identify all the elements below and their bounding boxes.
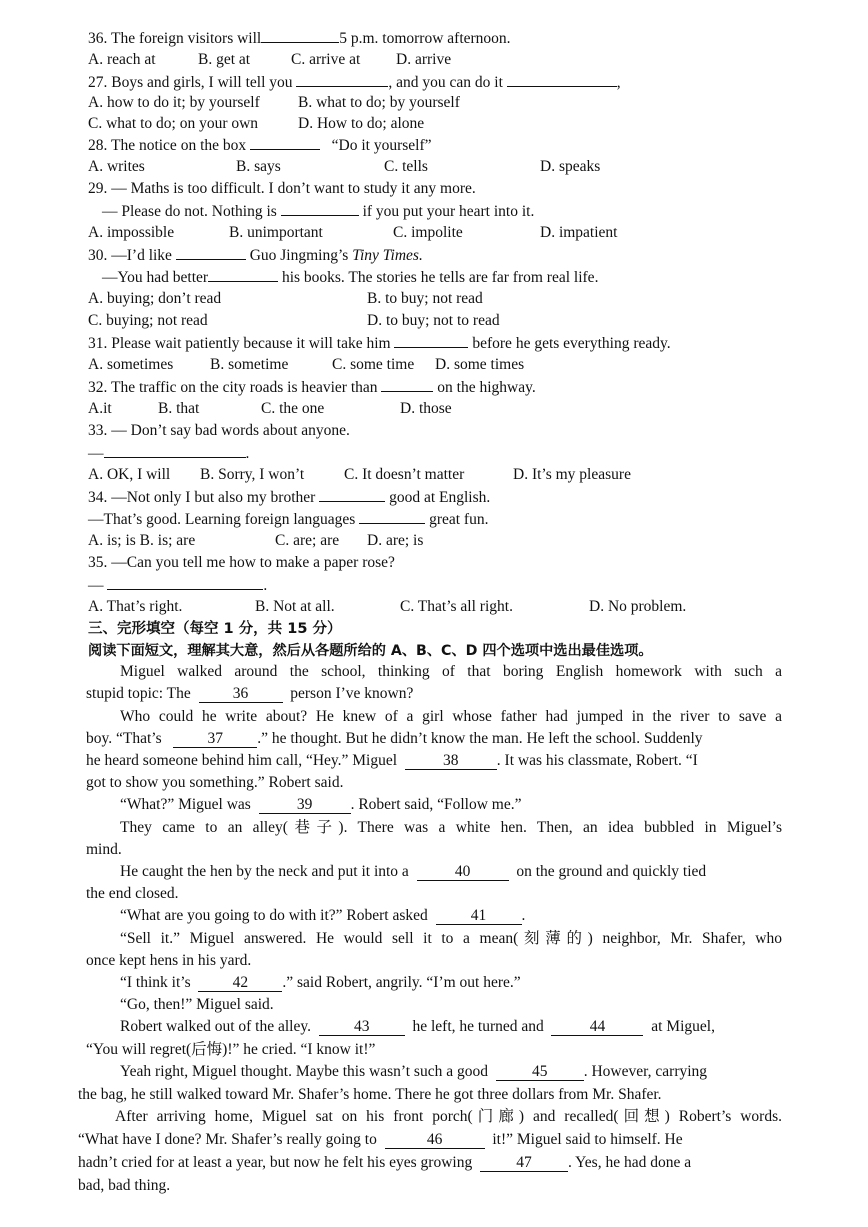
passage-text: . xyxy=(521,907,526,924)
q28-option-c: C. tells xyxy=(384,158,428,175)
passage-text: he heard someone behind him call, “Hey.” Miguel xyxy=(86,752,398,769)
cloze-blank-38[interactable]: 38 xyxy=(405,753,497,770)
passage-line xyxy=(78,1130,683,1150)
q36-option-a: A. reach at xyxy=(88,51,156,68)
q33-period: . xyxy=(245,445,250,462)
question-33-answer-line xyxy=(88,443,249,464)
q35-period: . xyxy=(263,577,268,594)
answer-blank[interactable] xyxy=(296,72,388,87)
q27-stem-text-mid: , and you can do it xyxy=(388,74,503,91)
passage-line: After arriving home, Miguel sat on his front porch(门廊) and recalled(回想) Robert’s words. xyxy=(115,1108,782,1125)
q33-option-b: B. Sorry, I won’t xyxy=(200,466,305,483)
question-30-line1 xyxy=(88,245,423,266)
q30-line2-text-end: his books. The stories he tells are far from real life. xyxy=(281,269,599,286)
answer-blank[interactable] xyxy=(381,377,433,392)
q36-option-d: D. arrive xyxy=(396,51,452,68)
passage-text: .” he thought. But he didn’t know the man. He left the school. Suddenly xyxy=(257,730,703,747)
question-35-answer-line xyxy=(88,575,267,596)
q28-stem-quote: “Do it yourself” xyxy=(331,137,432,154)
passage-text: stupid topic: The xyxy=(86,685,191,702)
q29-option-a: A. impossible xyxy=(88,224,175,241)
q35-option-c: C. That’s all right. xyxy=(400,598,513,615)
answer-blank[interactable] xyxy=(394,333,468,348)
passage-text: Robert walked out of the alley. xyxy=(120,1018,311,1035)
question-28-stem xyxy=(88,135,432,156)
answer-blank[interactable] xyxy=(250,135,320,150)
passage-line: once kept hens in his yard. xyxy=(86,952,252,969)
q30-option-c: C. buying; not read xyxy=(88,312,208,329)
q34-line1-text-end: good at English. xyxy=(389,489,491,506)
q32-stem-text-end: on the highway. xyxy=(437,379,536,396)
passage-text: He caught the hen by the neck and put it into a xyxy=(120,863,409,880)
answer-blank[interactable] xyxy=(507,72,617,87)
q30-option-d: D. to buy; not to read xyxy=(367,312,500,329)
question-29-line1: 29. — Maths is too difficult. I don’t want to study it any more. xyxy=(88,180,476,197)
passage-line xyxy=(120,1062,707,1082)
answer-blank[interactable] xyxy=(104,443,246,458)
passage-line xyxy=(120,862,706,882)
answer-blank[interactable] xyxy=(359,509,425,524)
cloze-blank-46[interactable]: 46 xyxy=(385,1132,485,1149)
q34-option-c: C. are; are xyxy=(275,532,340,549)
cloze-blank-45[interactable]: 45 xyxy=(496,1064,584,1081)
question-30-line2 xyxy=(102,267,598,288)
q29-line2-text: — Please do not. Nothing is xyxy=(102,203,277,220)
passage-line: “You will regret(后悔)!” he cried. “I know it!” xyxy=(86,1041,376,1058)
q29-line2-text-end: if you put your heart into it. xyxy=(362,203,535,220)
q35-option-b: B. Not at all. xyxy=(255,598,335,615)
cloze-blank-42[interactable]: 42 xyxy=(198,975,282,992)
q34-line2-text-end: great fun. xyxy=(429,511,489,528)
passage-line: “Go, then!” Miguel said. xyxy=(120,996,274,1013)
q31-option-b: B. sometime xyxy=(210,356,289,373)
passage-text: Yeah right, Miguel thought. Maybe this wasn’t such a good xyxy=(120,1063,488,1080)
passage-text: hadn’t cried for at least a year, but now he felt his eyes growing xyxy=(78,1154,473,1171)
question-34-line1 xyxy=(88,487,490,508)
passage-line: mind. xyxy=(86,841,122,858)
passage-line xyxy=(78,1153,691,1173)
q28-option-a: A. writes xyxy=(88,158,145,175)
question-34-line2 xyxy=(88,509,488,530)
q29-option-d: D. impatient xyxy=(540,224,618,241)
passage-line xyxy=(120,906,525,926)
passage-text: “I think it’s xyxy=(120,974,191,991)
q29-option-b: B. unimportant xyxy=(229,224,323,241)
passage-text: on the ground and quickly tied xyxy=(516,863,707,880)
passage-line xyxy=(120,973,521,993)
q33-dash: — xyxy=(88,445,104,462)
q27-option-b: B. what to do; by yourself xyxy=(298,94,460,111)
cloze-blank-47[interactable]: 47 xyxy=(480,1155,568,1172)
q27-option-a: A. how to do it; by yourself xyxy=(88,94,260,111)
question-36-stem xyxy=(88,28,511,49)
question-32-stem xyxy=(88,377,536,398)
q34-option-d: D. are; is xyxy=(367,532,424,549)
passage-line: the end closed. xyxy=(86,885,179,902)
passage-line xyxy=(120,1017,715,1037)
passage-text: he left, he turned and xyxy=(412,1018,544,1035)
q28-option-d: D. speaks xyxy=(540,158,601,175)
q36-stem-text: 36. The foreign visitors will xyxy=(88,30,262,47)
q30-line2-text: —You had better xyxy=(102,269,209,286)
passage-line: got to show you something.” Robert said. xyxy=(86,774,344,791)
q33-option-d: D. It’s my pleasure xyxy=(513,466,631,483)
q29-option-c: C. impolite xyxy=(393,224,463,241)
question-33-line1: 33. — Don’t say bad words about anyone. xyxy=(88,422,350,439)
passage-line xyxy=(86,729,703,749)
cloze-blank-44[interactable]: 44 xyxy=(551,1019,643,1036)
q32-option-c: C. the one xyxy=(261,400,325,417)
q32-option-d: D. those xyxy=(400,400,452,417)
passage-text: . Robert said, “Follow me.” xyxy=(350,796,522,813)
passage-line: Miguel walked around the school, thinking of that boring English homework with such a xyxy=(120,663,782,680)
cloze-blank-40[interactable]: 40 xyxy=(417,864,509,881)
q32-option-a: A.it xyxy=(88,400,112,417)
answer-blank[interactable] xyxy=(261,28,339,43)
passage-text: boy. “That’s xyxy=(86,730,162,747)
passage-line: “Sell it.” Miguel answered. He would sell it to a mean(刻薄的) neighbor, Mr. Shafer, who xyxy=(120,930,782,947)
answer-blank[interactable] xyxy=(107,575,263,590)
section-instruction: 阅读下面短文，理解其大意，然后从各题所给的 A、B、C、D 四个选项中选出最佳选项。 xyxy=(88,643,653,659)
passage-line: bad, bad thing. xyxy=(78,1177,171,1194)
q31-option-d: D. some times xyxy=(435,356,525,373)
q32-stem-text: 32. The traffic on the city roads is heavier than xyxy=(88,379,378,396)
cloze-blank-39[interactable]: 39 xyxy=(259,797,351,814)
passage-text: “What are you going to do with it?” Robert asked xyxy=(120,907,428,924)
q27-stem-text: 27. Boys and girls, I will tell you xyxy=(88,74,293,91)
question-27-stem: 27. Boys and girls, I will tell you , and you can do it , xyxy=(88,74,621,91)
cloze-blank-43[interactable]: 43 xyxy=(319,1019,405,1036)
passage-text: “What have I done? Mr. Shafer’s really going to xyxy=(78,1131,377,1148)
section-heading: 三、完形填空（每空 1 分，共 15 分） xyxy=(88,621,342,637)
q33-option-c: C. It doesn’t matter xyxy=(344,466,465,483)
q35-option-d: D. No problem. xyxy=(589,598,687,615)
q36-stem-text-end: 5 p.m. tomorrow afternoon. xyxy=(339,30,511,47)
answer-blank[interactable] xyxy=(281,201,359,216)
q30-option-a: A. buying; don’t read xyxy=(88,290,222,307)
passage-line xyxy=(86,684,413,704)
q31-stem-text: 31. Please wait patiently because it will take him xyxy=(88,335,391,352)
q35-dash: — xyxy=(88,577,104,594)
q34-line2-text: —That’s good. Learning foreign languages xyxy=(88,511,356,528)
q33-option-a: A. OK, I will xyxy=(88,466,171,483)
q34-line1-text: 34. —Not only I but also my brother xyxy=(88,489,316,506)
cloze-blank-41[interactable]: 41 xyxy=(436,908,522,925)
question-35-line1: 35. —Can you tell me how to make a paper rose? xyxy=(88,554,395,571)
answer-blank[interactable] xyxy=(176,245,246,260)
q32-option-b: B. that xyxy=(158,400,200,417)
q30-line1-text-mid: Guo Jingming’s xyxy=(249,247,349,264)
passage-line: They came to an alley(巷子). There was a white hen. Then, an idea bubbled in Miguel’s xyxy=(120,819,782,836)
q28-stem-text: 28. The notice on the box xyxy=(88,137,247,154)
passage-line xyxy=(120,795,522,815)
q30-book-title: Tiny Times. xyxy=(352,247,423,264)
q27-option-c: C. what to do; on your own xyxy=(88,115,259,132)
q30-option-b: B. to buy; not read xyxy=(367,290,483,307)
q35-option-a: A. That’s right. xyxy=(88,598,183,615)
q31-option-c: C. some time xyxy=(332,356,415,373)
passage-line: Who could he write about? He knew of a girl whose father had jumped in the river to save a xyxy=(120,708,782,725)
passage-line xyxy=(86,751,698,771)
passage-line: the bag, he still walked toward Mr. Shafer’s home. There he got three dollars from Mr. Shafer. xyxy=(78,1086,662,1103)
q27-option-d: D. How to do; alone xyxy=(298,115,425,132)
q30-line1-text: 30. —I’d like xyxy=(88,247,172,264)
question-31-stem xyxy=(88,333,671,354)
q36-option-b: B. get at xyxy=(198,51,251,68)
cloze-blank-36[interactable]: 36 xyxy=(199,686,283,703)
passage-text: .” said Robert, angrily. “I’m out here.” xyxy=(282,974,521,991)
passage-text: “What?” Miguel was xyxy=(120,796,251,813)
passage-text: . Yes, he had done a xyxy=(567,1154,692,1171)
passage-text: person I’ve known? xyxy=(290,685,414,702)
passage-text: it!” Miguel said to himself. He xyxy=(492,1131,683,1148)
q36-option-c: C. arrive at xyxy=(291,51,361,68)
cloze-blank-37[interactable]: 37 xyxy=(173,731,257,748)
q31-stem-text-end: before he gets everything ready. xyxy=(472,335,671,352)
passage-text: . However, carrying xyxy=(583,1063,708,1080)
q34-option-ab: A. is; is B. is; are xyxy=(88,532,196,549)
q28-option-b: B. says xyxy=(236,158,281,175)
answer-blank[interactable] xyxy=(319,487,385,502)
passage-text: . It was his classmate, Robert. “I xyxy=(496,752,698,769)
passage-text: at Miguel, xyxy=(651,1018,715,1035)
answer-blank[interactable] xyxy=(208,267,278,282)
q31-option-a: A. sometimes xyxy=(88,356,174,373)
question-29-line2 xyxy=(102,201,534,222)
